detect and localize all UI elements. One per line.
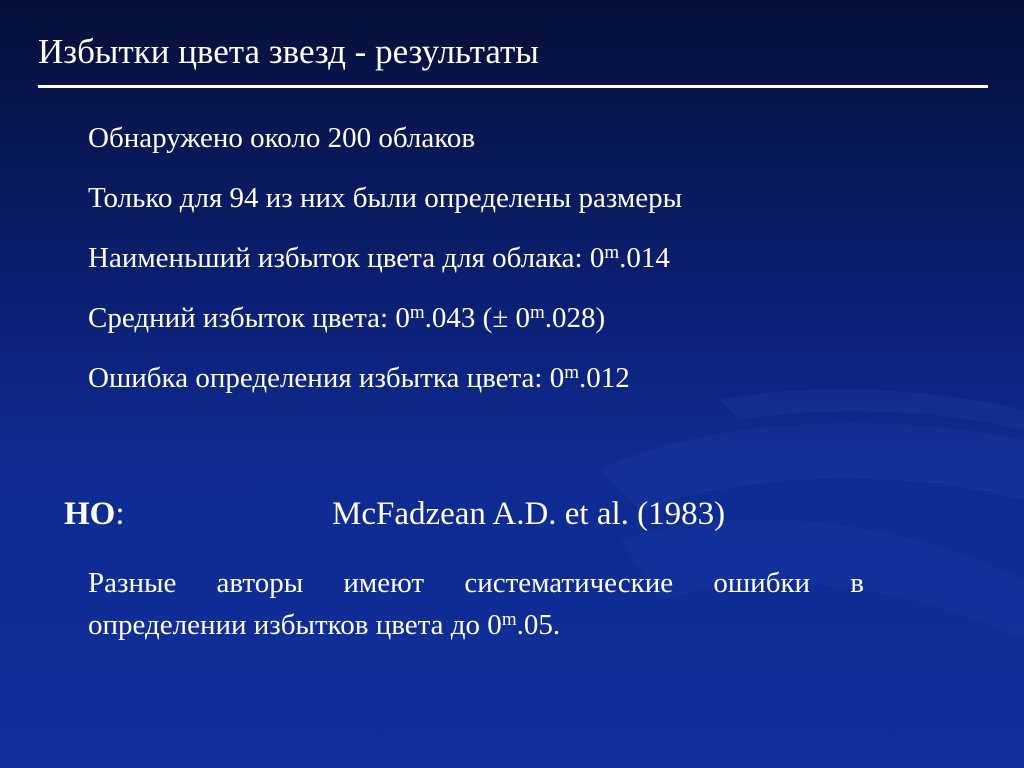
results-list — [88, 118, 682, 418]
reference-citation: McFadzean A.D. et al. (1983) — [332, 496, 726, 532]
but-label: НО — [64, 496, 116, 532]
item-value: .043 (± 0 — [424, 302, 530, 334]
list-item — [88, 178, 682, 238]
item-text: Средний избыток цвета: 0 — [88, 302, 410, 334]
note-value: .05. — [516, 609, 561, 641]
item-text: Наименьший избыток цвета для облака: 0 — [88, 242, 605, 274]
magnitude-superscript: m — [564, 362, 579, 383]
item-text: Только для 94 из них были определены размеры — [88, 182, 683, 214]
item-value: .028) — [544, 302, 606, 334]
item-text: Обнаружено около 200 облаков — [88, 122, 476, 154]
item-value: .014 — [619, 242, 670, 274]
magnitude-superscript: m — [501, 609, 517, 630]
title-underline — [38, 85, 988, 88]
list-item — [88, 238, 682, 298]
list-item — [88, 118, 682, 178]
but-colon: : — [115, 496, 125, 532]
magnitude-superscript: m — [529, 302, 545, 323]
list-item — [88, 358, 682, 418]
list-item — [88, 298, 682, 358]
magnitude-superscript: m — [604, 242, 620, 263]
slide-title: Избытки цвета звезд - результаты — [38, 32, 539, 71]
note-text: Разные авторы имеют систематические ошибки в определении избытков цвета до 0 — [88, 567, 864, 641]
systematic-errors-note — [88, 562, 864, 646]
item-value: .012 — [579, 362, 630, 394]
but-row — [64, 492, 726, 536]
magnitude-superscript: m — [409, 302, 425, 323]
item-text: Ошибка определения избытка цвета: 0 — [88, 362, 565, 394]
